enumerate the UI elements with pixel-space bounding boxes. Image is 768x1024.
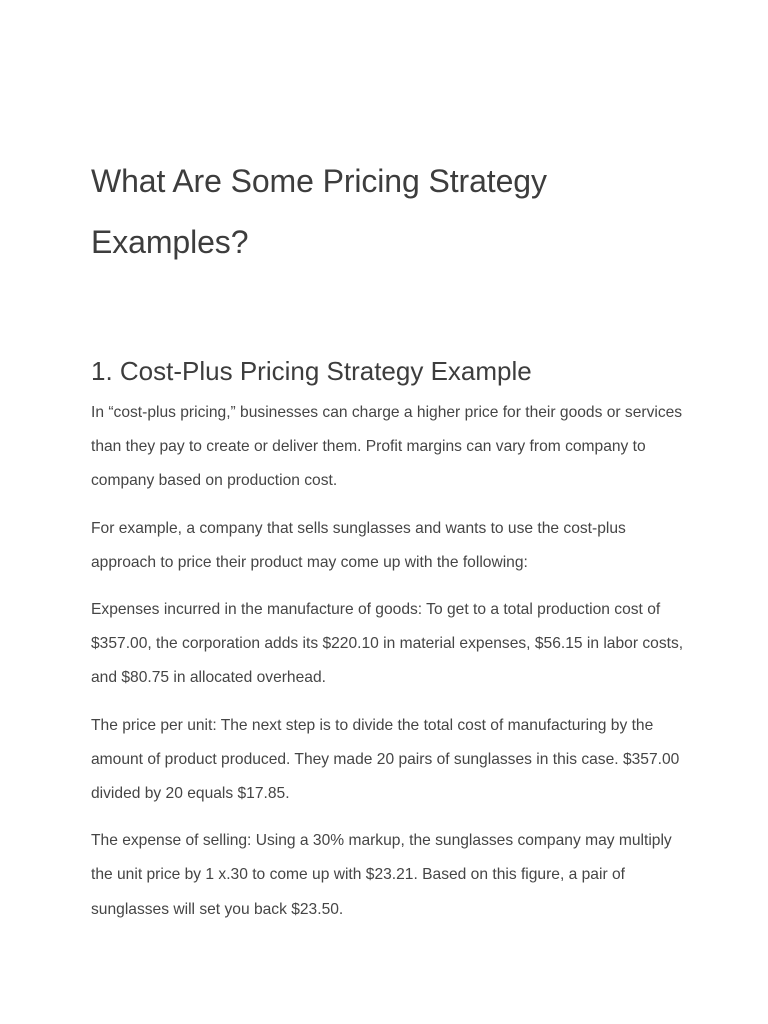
article	[91, 151, 691, 927]
paragraph-sunglasses-example: For example, a company that sells sunglasses and wants to use the cost-plus approach to price their product may come up with the following:	[91, 519, 626, 571]
paragraph-price-per-unit: The price per unit: The next step is to divide the total cost of manufacturing by the amount of product produced. They made 20 pairs of sunglasses in this case. $357.00 divided by 20 equals $17.85.	[91, 716, 680, 803]
paragraph-cost-plus-intro: In “cost-plus pricing,” businesses can charge a higher price for their goods or services than they pay to create or deliver them. Profit margins can vary from company to company based on production cost.	[91, 404, 683, 490]
section-heading: 1. Cost-Plus Pricing Strategy Example	[91, 356, 532, 386]
page-title: What Are Some Pricing Strategy Examples?	[91, 163, 547, 260]
paragraph-selling-expense: The expense of selling: Using a 30% markup, the sunglasses company may multiply the unit price by 1 x.30 to come up with $23.21. Based on this figure, a pair of sunglasses will set you back $23.50.	[91, 832, 672, 918]
paragraph-manufacturing-expenses: Expenses incurred in the manufacture of goods: To get to a total production cost of $357.00, the corporation adds its $220.10 in material expenses, $56.15 in labor costs, and $80.75 in allocated overhead.	[91, 601, 684, 687]
